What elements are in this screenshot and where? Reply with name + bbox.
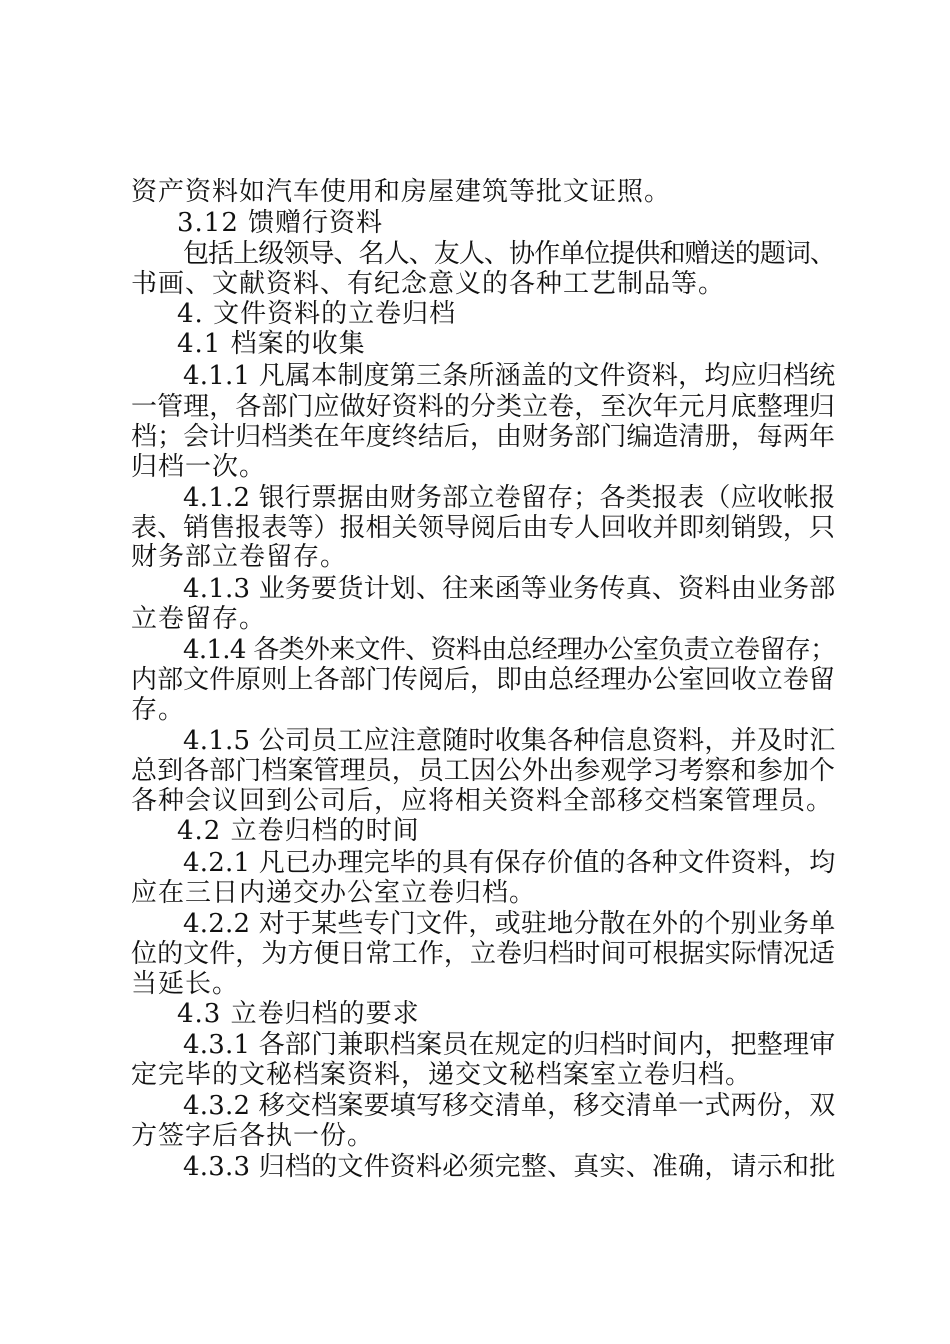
- text-line: 立卷留存。: [131, 604, 267, 634]
- text-line: 4.1.3 业务要货计划、往来函等业务传真、资料由业务部: [183, 574, 836, 604]
- text-line: 资产资料如汽车使用和房屋建筑等批文证照。: [131, 177, 672, 207]
- text-line: 存。: [131, 695, 186, 725]
- text-line: 表、销售报表等）报相关领导阅后由专人回收并即刻销毁，只: [131, 513, 836, 543]
- text-line: 4.1.4 各类外来文件、资料由总经理办公室负责立卷留存；: [183, 635, 836, 665]
- text-line: 各种会议回到公司后，应将相关资料全部移交档案管理员。: [131, 786, 834, 816]
- text-line: 4.2.2 对于某些专门文件，或驻地分散在外的个别业务单: [183, 909, 836, 939]
- text-line: 4.1.5 公司员工应注意随时收集各种信息资料，并及时汇: [183, 726, 836, 756]
- text-line: 一管理，各部门应做好资料的分类立卷，至次年元月底整理归: [131, 392, 836, 422]
- text-line: 方签字后各执一份。: [131, 1121, 375, 1151]
- section-heading: 4. 文件资料的立卷归档: [177, 299, 457, 329]
- text-line: 4.3.1 各部门兼职档案员在规定的归档时间内，把整理审: [183, 1030, 836, 1060]
- text-line: 4.1.2 银行票据由财务部立卷留存；各类报表（应收帐报: [183, 483, 836, 513]
- text-line: 应在三日内递交办公室立卷归档。: [131, 878, 537, 908]
- text-line: 档；会计归档类在年度终结后，由财务部门编造清册，每两年: [131, 422, 836, 452]
- text-line: 包括上级领导、名人、友人、协作单位提供和赠送的题词、: [183, 239, 836, 269]
- text-line: 书画、文献资料、有纪念意义的各种工艺制品等。: [131, 269, 726, 299]
- text-line: 归档一次。: [131, 452, 267, 482]
- section-heading: 4.2 立卷归档的时间: [177, 816, 420, 846]
- text-line: 当延长。: [131, 969, 240, 999]
- text-line: 4.3.3 归档的文件资料必须完整、真实、准确，请示和批: [183, 1152, 836, 1182]
- text-line: 总到各部门档案管理员，员工因公外出参观学习考察和参加个: [131, 756, 836, 786]
- section-heading: 3.12 馈赠行资料: [177, 208, 384, 238]
- section-heading: 4.3 立卷归档的要求: [177, 999, 420, 1029]
- text-line: 内部文件原则上各部门传阅后，即由总经理办公室回收立卷留: [131, 665, 836, 695]
- text-line: 位的文件，为方便日常工作，立卷归档时间可根据实际情况适: [131, 939, 836, 969]
- text-line: 4.3.2 移交档案要填写移交清单，移交清单一式两份，双: [183, 1091, 836, 1121]
- text-line: 财务部立卷留存。: [131, 542, 348, 572]
- text-line: 定完毕的文秘档案资料，递交文秘档案室立卷归档。: [131, 1060, 753, 1090]
- text-line: 4.2.1 凡已办理完毕的具有保存价值的各种文件资料，均: [183, 848, 836, 878]
- section-heading: 4.1 档案的收集: [177, 329, 366, 359]
- text-line: 4.1.1 凡属本制度第三条所涵盖的文件资料，均应归档统: [183, 361, 836, 391]
